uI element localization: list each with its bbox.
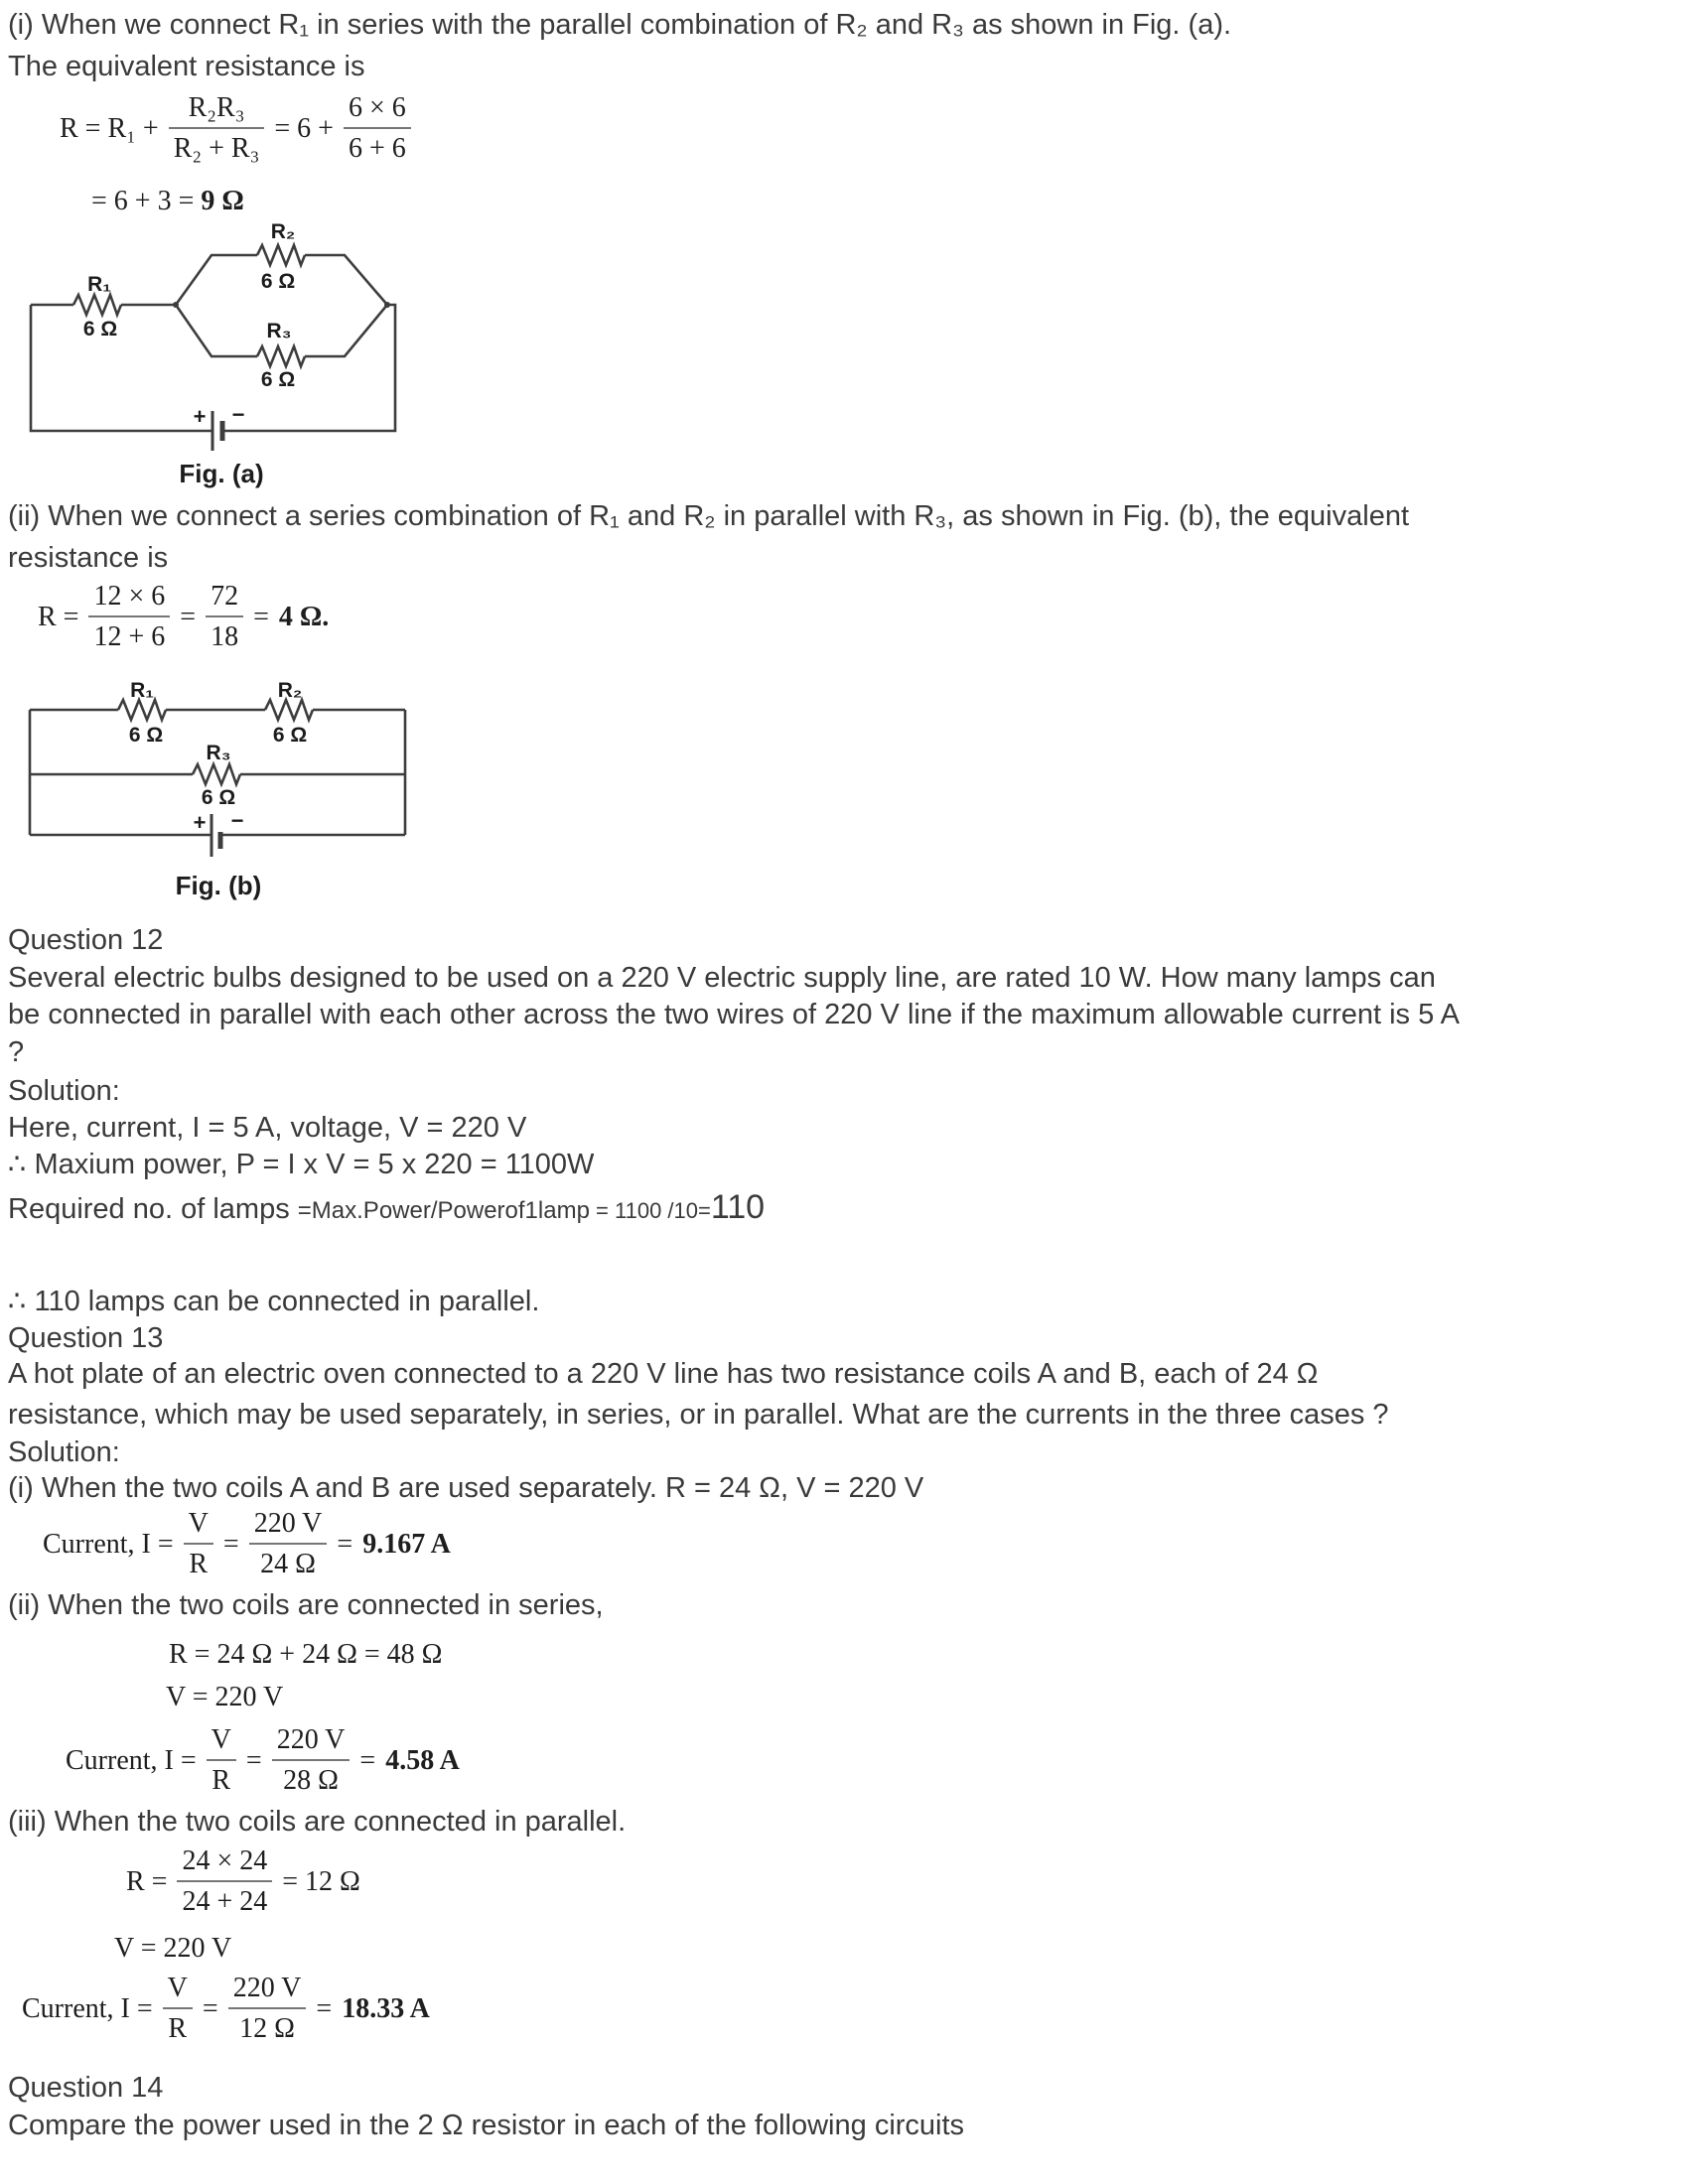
r3-value: 6 Ω <box>260 368 296 391</box>
formula-mid: = 6 + <box>274 112 334 144</box>
fraction <box>88 580 170 653</box>
junction-dot <box>384 302 390 308</box>
fraction-denominator: 18 <box>206 615 243 653</box>
formula-equivalent-resistance-i <box>60 91 411 165</box>
r2-label: R₂ <box>270 220 296 243</box>
fraction <box>177 1844 272 1918</box>
formula-lead: Current, I = <box>43 1528 174 1560</box>
question-13-text-line: A hot plate of an electric oven connected to a 220 V line has two resistance coils A and B, each of 24 Ω <box>8 1358 1319 1390</box>
question-12-title: Question 12 <box>8 924 164 956</box>
equals-sign: = <box>245 1744 262 1776</box>
section-ii-line-2: resistance is <box>8 542 169 574</box>
wire-top-left-diagonal <box>176 255 257 305</box>
battery-plus-sign: + <box>193 404 207 429</box>
wire-bottom-left-diagonal <box>176 305 257 356</box>
resistor-r2 <box>257 245 305 265</box>
formula-result: = 6 + 3 = <box>91 186 202 216</box>
question-13-text-line: resistance, which may be used separately, in series, or in parallel. What are the currents in the three cases ? <box>8 1399 1389 1431</box>
fraction-numerator: V <box>211 1724 231 1755</box>
fraction <box>249 1507 328 1580</box>
question-13-case-iii-line: (iii) When the two coils are connected in parallel. <box>8 1806 627 1838</box>
r1-label: R₁ <box>87 273 111 296</box>
fraction-denominator: 28 Ω <box>272 1759 351 1797</box>
question-14-text-line: Compare the power used in the 2 Ω resistor in each of the following circuits <box>8 2110 965 2141</box>
fraction-denominator: R <box>207 1759 236 1797</box>
question-12-text-line: be connected in parallel with each other across the two wires of 220 V line if the maximum allowable current is 5 A <box>8 999 1461 1030</box>
formula-lead: R = <box>38 601 79 632</box>
fraction-numerator: 6 × 6 <box>348 92 406 123</box>
current-formula-parallel <box>22 1972 430 2045</box>
figure-b-circuit-diagram <box>10 665 417 903</box>
fraction <box>344 91 411 165</box>
battery-minus-sign: − <box>231 402 245 427</box>
fraction <box>228 1972 307 2045</box>
fraction-denominator: 24 Ω <box>249 1543 328 1580</box>
formula-result-value: 18.33 A <box>342 1992 430 2024</box>
question-12-text-line: ? <box>8 1036 25 1068</box>
resistor-r3 <box>193 764 240 784</box>
fraction <box>184 1507 213 1580</box>
lamps-calculation-line <box>8 1187 765 1227</box>
wire-bottom-right-diagonal <box>305 305 387 356</box>
equals-sign: = <box>202 1992 218 2024</box>
equals-sign: = <box>180 601 197 632</box>
junction-dot <box>173 302 179 308</box>
fraction <box>206 580 243 653</box>
lamps-numbers: = 1100 /10= <box>589 1198 711 1223</box>
current-formula-series <box>66 1723 460 1797</box>
r3-label: R₃ <box>266 320 292 342</box>
resistor-r3 <box>257 346 305 366</box>
formula-lead: R = R₁ + <box>60 112 159 144</box>
current-formula-separate <box>43 1507 451 1580</box>
formula-i-result-line <box>91 185 244 217</box>
fraction <box>272 1723 351 1797</box>
fraction-denominator: R₂ + R₃ <box>169 127 265 165</box>
figure-a-caption: Fig. (a) <box>179 459 264 488</box>
figure-b-caption: Fig. (b) <box>175 871 262 900</box>
r1-value: 6 Ω <box>82 318 118 341</box>
fraction-denominator: 6 + 6 <box>344 127 411 165</box>
formula-result: = <box>253 601 269 632</box>
fraction-numerator: 220 V <box>253 1508 323 1539</box>
r2-value: 6 Ω <box>260 270 296 293</box>
fraction-numerator: R₂R₃ <box>188 92 245 123</box>
parallel-resistance-formula <box>126 1844 360 1918</box>
fraction-numerator: 12 × 6 <box>93 581 166 612</box>
question-13-solution-label: Solution: <box>8 1436 120 1468</box>
formula-result-value: 4 Ω. <box>278 601 330 632</box>
fraction <box>163 1972 193 2045</box>
question-12-conclusion: ∴ 110 lamps can be connected in parallel. <box>8 1286 540 1317</box>
formula-result-value: 9 Ω <box>201 186 244 216</box>
question-12-text-line: Several electric bulbs designed to be used on a 220 V electric supply line, are rated 10 W. How many lamps can <box>8 962 1436 994</box>
r2-value: 6 Ω <box>272 724 308 747</box>
formula-result: = <box>316 1992 333 2024</box>
question-12-solution-label: Solution: <box>8 1075 120 1107</box>
question-13-title: Question 13 <box>8 1322 164 1354</box>
fraction-denominator: R <box>163 2007 193 2045</box>
wire-top-right-diagonal <box>305 255 387 305</box>
section-ii-line-1: (ii) When we connect a series combination of R₁ and R₂ in parallel with R₃, as shown in Fig. (b), the equivalent <box>8 500 1410 532</box>
fraction-numerator: 24 × 24 <box>182 1845 268 1876</box>
fraction <box>207 1723 236 1797</box>
formula-lead: Current, I = <box>66 1744 197 1776</box>
series-voltage-line: V = 220 V <box>166 1682 284 1712</box>
formula-result-value: 9.167 A <box>362 1528 451 1560</box>
wire-right-and-bottom <box>222 305 395 431</box>
fraction-denominator: R <box>184 1543 213 1580</box>
lamps-lead: Required no. of lamps <box>8 1193 298 1225</box>
formula-lead: Current, I = <box>22 1992 153 2024</box>
fraction-numerator: 220 V <box>276 1724 346 1755</box>
fraction-numerator: 220 V <box>232 1973 302 2003</box>
formula-result: = 12 Ω <box>282 1865 360 1897</box>
figure-a-circuit-diagram <box>10 220 407 493</box>
battery-minus-sign: − <box>230 808 244 833</box>
resistor-r1 <box>73 295 121 315</box>
fraction-numerator: V <box>167 1973 188 2003</box>
series-resistance-line: R = 24 Ω + 24 Ω = 48 Ω <box>169 1639 443 1670</box>
question-13-case-i-line: (i) When the two coils A and B are used separately. R = 24 Ω, V = 220 V <box>8 1472 924 1504</box>
fraction-denominator: 12 Ω <box>228 2007 307 2045</box>
equals-sign: = <box>222 1528 239 1560</box>
fraction-denominator: 12 + 6 <box>88 615 170 653</box>
question-12-solution-line: ∴ Maxium power, P = I x V = 5 x 220 = 1100W <box>8 1149 595 1180</box>
formula-equivalent-resistance-ii <box>38 580 329 653</box>
wire-bottom-and-left <box>31 305 212 431</box>
formula-result: = <box>337 1528 353 1560</box>
fraction-numerator: 72 <box>211 581 239 612</box>
lamps-result: 110 <box>710 1188 766 1226</box>
fraction <box>169 91 265 165</box>
section-i-line-1: (i) When we connect R₁ in series with the parallel combination of R₂ and R₃ as shown in Fig. (a). <box>8 9 1232 41</box>
r2-label: R₂ <box>277 679 303 702</box>
resistor-r1 <box>118 700 166 720</box>
formula-result-value: 4.58 A <box>385 1744 460 1776</box>
question-14-title: Question 14 <box>8 2072 164 2104</box>
lamps-fraction-text: =Max.Power/Powerof1lamp <box>297 1197 590 1224</box>
fraction-denominator: 24 + 24 <box>177 1880 272 1918</box>
r1-label: R₁ <box>130 679 154 702</box>
formula-lead: R = <box>126 1865 168 1897</box>
parallel-voltage-line: V = 220 V <box>114 1933 232 1964</box>
question-13-case-ii-line: (ii) When the two coils are connected in series, <box>8 1589 604 1621</box>
r3-label: R₃ <box>206 742 231 764</box>
battery-plus-sign: + <box>193 810 207 835</box>
question-12-solution-line: Here, current, I = 5 A, voltage, V = 220 V <box>8 1112 527 1144</box>
section-i-line-2: The equivalent resistance is <box>8 51 365 82</box>
formula-result: = <box>359 1744 376 1776</box>
resistor-r2 <box>265 700 313 720</box>
r1-value: 6 Ω <box>128 724 164 747</box>
r3-value: 6 Ω <box>201 786 236 809</box>
fraction-numerator: V <box>188 1508 209 1539</box>
